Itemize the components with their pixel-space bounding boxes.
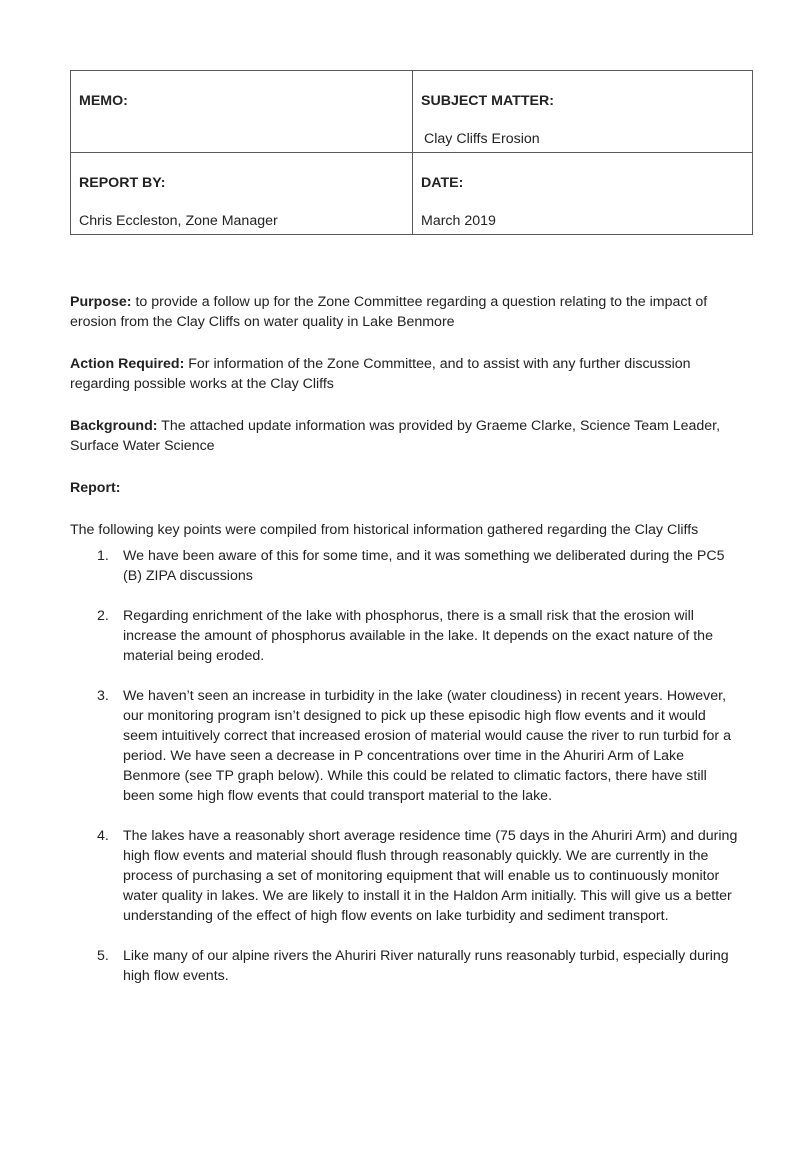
list-item [70,946,740,986]
list-item-number: 3. [97,688,109,704]
list-item-number: 5. [97,948,109,964]
list-item-number: 1. [97,548,109,564]
memo-label: MEMO: [79,93,128,109]
list-item-number: 2. [97,608,109,624]
subject-value: Clay Cliffs Erosion [424,131,540,147]
list-item-text: We have been aware of this for some time, and it was something we deliberated during the PC5 (B) ZIPA discussions [123,548,725,584]
background-label: Background: [70,418,158,434]
list-item [70,686,740,806]
memo-header-table [70,70,753,235]
report-by-cell [71,153,413,235]
list-item-text: We haven’t seen an increase in turbidity in the lake (water cloudiness) in recent years. However, our monitoring program isn’t designed to pick up these episodic high flow events and it would seem intuitively correct that increased erosion of material would cause the river to run turbid for a period. We have seen a decrease in P concentrations over time in the Ahuriri Arm of Lake Benmore (see TP graph below). While this could be related to climatic factors, there have still been some high flow events that could transport material to the lake. [123,688,731,804]
background-text: The attached update information was provided by Graeme Clarke, Science Team Leader, Surface Water Science [70,418,721,454]
list-item-text: Like many of our alpine rivers the Ahuriri River naturally runs reasonably turbid, especially during high flow events. [123,948,729,984]
report-heading: Report: [70,480,121,496]
list-item [70,546,740,586]
memo-body [70,292,740,1006]
list-item [70,826,740,926]
list-item-text: Regarding enrichment of the lake with phosphorus, there is a small risk that the erosion will increase the amount of phosphorus available in the lake. It depends on the exact nature of the material being eroded. [123,608,713,664]
date-value: March 2019 [421,213,496,229]
report-intro: The following key points were compiled from historical information gathered regarding the Clay Cliffs [70,522,699,538]
list-item [70,606,740,666]
action-label: Action Required: [70,356,185,372]
purpose-text: to provide a follow up for the Zone Committee regarding a question relating to the impact of erosion from the Clay Cliffs on water quality in Lake Benmore [70,294,708,330]
date-cell [413,153,753,235]
report-points-list [70,546,740,986]
list-item-text: The lakes have a reasonably short average residence time (75 days in the Ahuriri Arm) and during high flow events and material should flush through reasonably quickly. We are currently in the process of purchasing a set of monitoring equipment that will enable us to continuously monitor water quality in lakes. We are likely to install it in the Haldon Arm initially. This will give us a better understanding of the effect of high flow events on lake turbidity and sediment transport. [123,828,738,924]
date-label: DATE: [421,175,464,191]
memo-cell [71,71,413,153]
subject-cell [413,71,753,153]
report-by-label: REPORT BY: [79,175,166,191]
purpose-label: Purpose: [70,294,132,310]
purpose-paragraph [70,292,740,332]
list-item-number: 4. [97,828,109,844]
report-by-value: Chris Eccleston, Zone Manager [79,213,278,229]
action-text: For information of the Zone Committee, and to assist with any further discussion regarding possible works at the Clay Cliffs [70,356,691,392]
action-paragraph [70,354,740,394]
subject-label: SUBJECT MATTER: [421,93,554,109]
background-paragraph [70,416,740,456]
